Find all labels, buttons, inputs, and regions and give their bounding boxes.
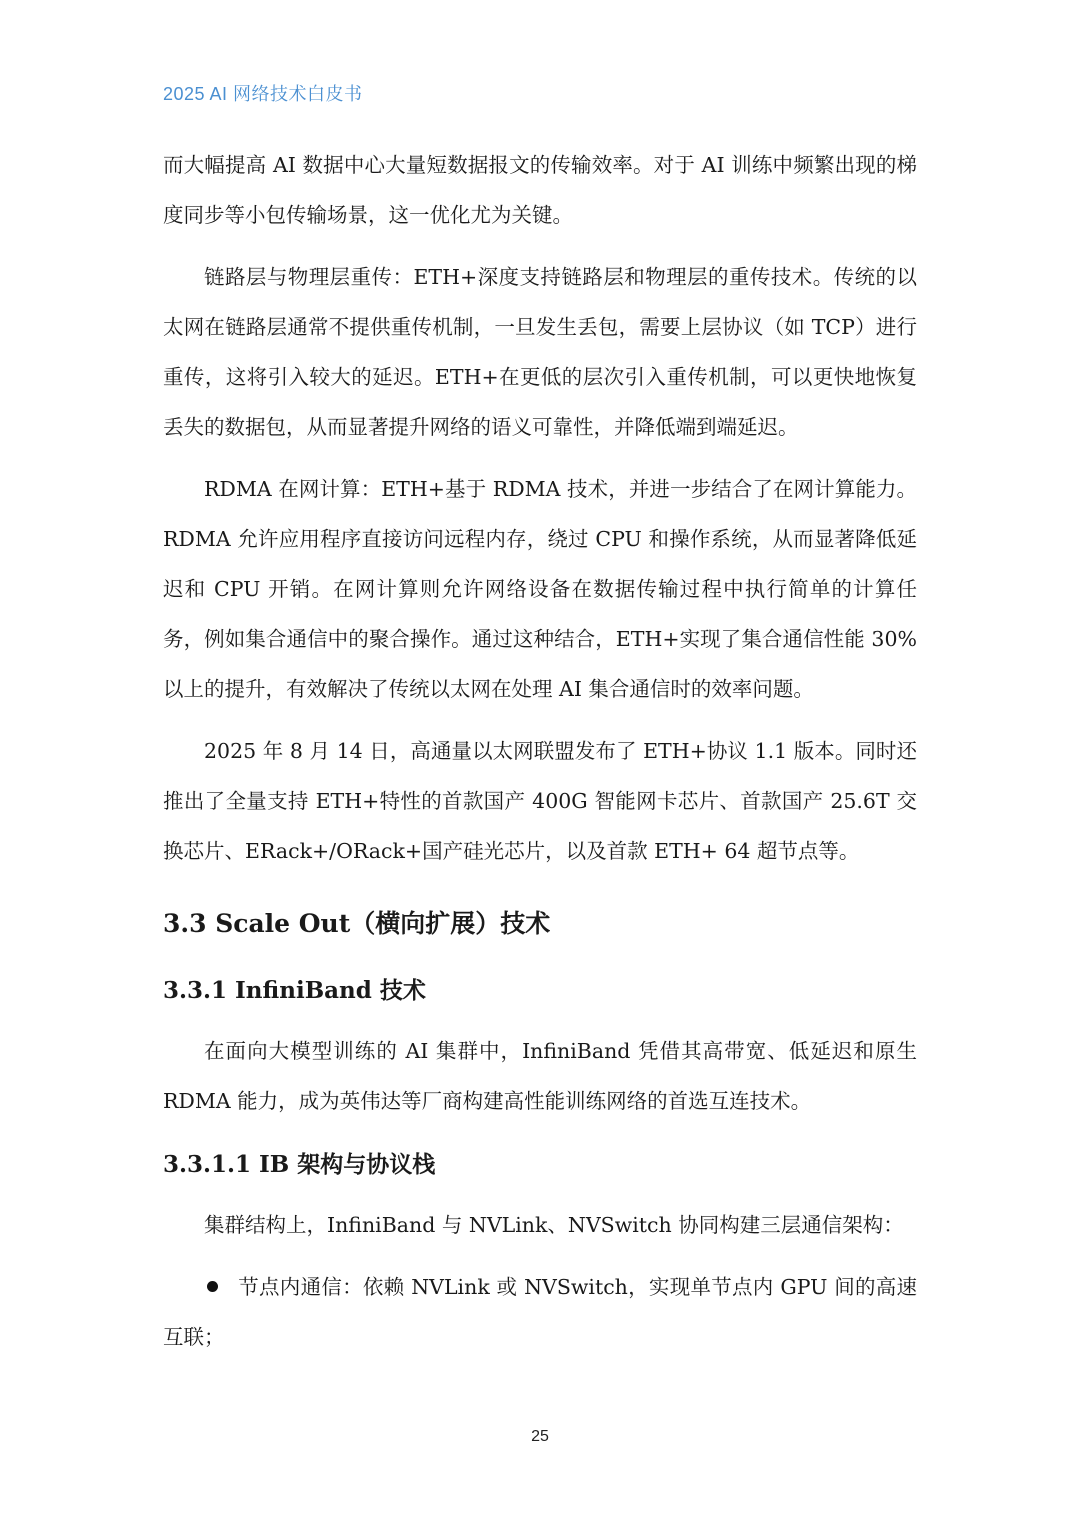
bullet-item [163, 1262, 917, 1362]
paragraph: 而大幅提高 AI 数据中心大量短数据报文的传输效率。对于 AI 训练中频繁出现的梯度同步等小包传输场景，这一优化尤为关键。 [163, 153, 917, 227]
paragraph: 2025 年 8 月 14 日，高通量以太网联盟发布了 ETH+协议 1.1 版本。同时还推出了全量支持 ETH+特性的首款国产 400G 智能网卡芯片、首款国产 25.6T 交换芯片、ERack+/ORack+国产硅光芯片，以及首款 ETH+ 64 超节点等。 [163, 739, 917, 863]
page-content [163, 140, 917, 1362]
bullet-text: 节点内通信：依赖 NVLink 或 NVSwitch，实现单节点内 GPU 间的高速互联； [163, 1275, 917, 1349]
paragraph: 在面向大模型训练的 AI 集群中，InfiniBand 凭借其高带宽、低延迟和原生 RDMA 能力，成为英伟达等厂商构建高性能训练网络的首选互连技术。 [163, 1039, 917, 1113]
paragraph: 链路层与物理层重传：ETH+深度支持链路层和物理层的重传技术。传统的以太网在链路层通常不提供重传机制，一旦发生丢包，需要上层协议（如 TCP）进行重传，这将引入较大的延迟。ETH+在更低的层次引入重传机制，可以更快地恢复丢失的数据包，从而显著提升网络的语义可靠性，并降低端到端延迟。 [163, 265, 917, 439]
paragraph: RDMA 在网计算：ETH+基于 RDMA 技术，并进一步结合了在网计算能力。RDMA 允许应用程序直接访问远程内存，绕过 CPU 和操作系统，从而显著降低延迟和 CPU 开销。在网计算则允许网络设备在数据传输过程中执行简单的计算任务，例如集合通信中的聚合操作。通过这种结合，ETH+实现了集合通信性能 30%以上的提升，有效解决了传统以太网在处理 AI 集合通信时的效率问题。 [163, 477, 917, 701]
subsubsection-heading: 3.3.1.1 IB 架构与协议栈 [163, 1151, 436, 1178]
page-number: 25 [531, 1428, 549, 1445]
document-header: 2025 AI 网络技术白皮书 [163, 84, 363, 104]
paragraph: 集群结构上，InfiniBand 与 NVLink、NVSwitch 协同构建三层通信架构： [204, 1213, 904, 1237]
bullet-dot-icon [207, 1281, 218, 1292]
section-heading: 3.3 Scale Out（横向扩展）技术 [163, 909, 551, 938]
subsection-heading: 3.3.1 InfiniBand 技术 [163, 977, 426, 1004]
